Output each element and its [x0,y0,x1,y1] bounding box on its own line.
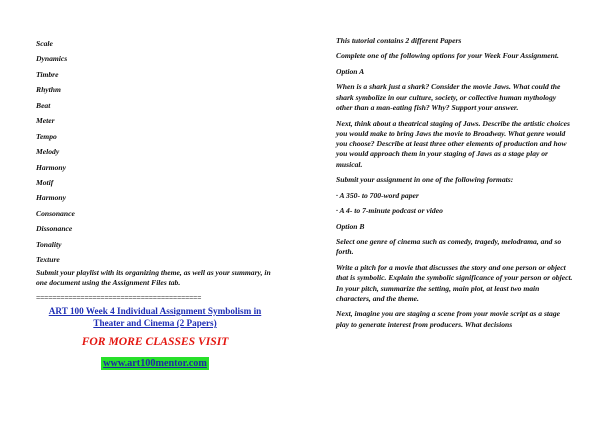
right-column [336,36,574,335]
option-b-heading: Option B [336,221,365,231]
left-column [36,36,274,371]
term-scale: Scale [36,39,53,48]
option-b-staging: Next, imagine you are staging a scene from your movie script as a stage play to generate interest from producers. What decisions [336,309,561,329]
term-consonance: Consonance [36,208,75,218]
term-dynamics: Dynamics [36,54,68,64]
assignment-title-link[interactable]: ART 100 Week 4 Individual Assignment Symbolism in Theater and Cinema (2 Papers) [48,305,262,329]
instructions-intro: Complete one of the following options for your Week Four Assignment. [336,51,559,61]
submission-instruction: Submit your playlist with its organizing theme, as well as your summary, in one document using the Assignment Files tab. [36,267,271,287]
option-a-heading: Option A [336,66,365,76]
option-b-genre: Select one genre of cinema such as comedy, tragedy, melodrama, and so forth. [336,237,562,257]
term-tempo: Tempo [36,131,57,141]
option-a-question: When is a shark just a shark? Consider the movie Jaws. What could the shark symbolize in our culture, society, or collective human mythology other than a man-eating fish? Why? Support your answer. [336,82,561,113]
term-dissonance: Dissonance [36,224,73,234]
term-timbre: Timbre [36,69,59,79]
format-paper: · A 350- to 700-word paper [336,190,419,200]
term-beat: Beat [36,100,51,110]
option-a-staging: Next, think about a theatrical staging of Jaws. Describe the artistic choices you would make to bring Jaws the movie to Broadway. What genre would you choose? Describe at least three other elements of production and how you would approach them in your staging of Jaws as a stage play or musical. [336,118,570,169]
format-podcast: · A 4- to 7-minute podcast or video [336,206,443,216]
more-classes-text: FOR MORE CLASSES VISIT [81,334,229,348]
term-rhythm: Rhythm [36,85,61,95]
term-harmony-2: Harmony [36,193,66,203]
option-b-pitch: Write a pitch for a movie that discusses the story and one person or object that is symbolic. Explain the symbolic significance of your person or object. In your pitch, summarize the setting, main plot, at least two main characters, and the theme. [336,262,573,303]
website-link[interactable]: www.art100mentor.com [103,357,207,369]
term-tonality: Tonality [36,239,62,249]
term-texture: Texture [36,255,60,265]
tutorial-note: This tutorial contains 2 different Papers [336,36,462,45]
site-link-wrapper [36,353,274,371]
term-harmony: Harmony [36,162,66,172]
term-meter: Meter [36,116,55,126]
term-melody: Melody [36,147,60,157]
divider-line: ========================================= [36,292,202,302]
formats-intro: Submit your assignment in one of the following formats: [336,175,514,185]
term-motif: Motif [36,177,54,187]
